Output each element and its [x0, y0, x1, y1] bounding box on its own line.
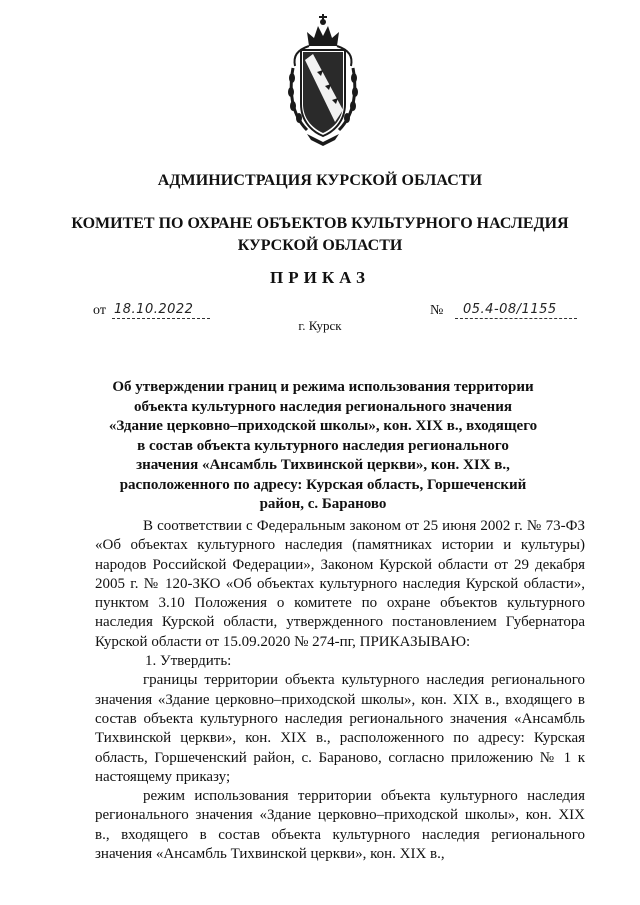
order-number: 05.4-08/1155	[463, 302, 557, 317]
number-label: №	[430, 303, 444, 318]
preamble-paragraph: В соответствии с Федеральным законом от 25 июня 2002 г. № 73-ФЗ «Об объектах культурного наследия (памятниках истории и культуры) народов Российской Федерации», Законом Курской области от 29 декабря 2005 г. № 120-ЗКО «Об объектах культурного наследия Курской области», пунктом 3.10 Положения о комитете по охране объектов культурного наследия Курской области, утвержденного постановлением Губернатора Курской области от 15.09.2020 № 274-пг, ПРИКАЗЫВАЮ:	[95, 518, 585, 650]
committee-title-line-1: КОМИТЕТ ПО ОХРАНЕ ОБЪЕКТОВ КУЛЬТУРНОГО НАСЛЕДИЯ	[71, 215, 569, 232]
order-date: 18.10.2022	[114, 302, 194, 317]
order-subject: Об утверждении границ и режима использования территории объекта культурного наследия регионального значения «Здание церковно–приходской школы», кон. XIX в., входящего в состав объекта культурного наследия регионального значения «Ансамбль Тихвинской церкви», кон. XIX в., расположенного по адресу: Курская область, Горшеченский район, с. Бараново	[108, 379, 538, 512]
document-type: ПРИКАЗ	[270, 268, 370, 287]
boundaries-paragraph: границы территории объекта культурного наследия регионального значения «Здание церковно–приходской школы», кон. XIX в., входящего в состав объекта культурного наследия регионального значения «Ансамбль Тихвинской церкви», кон. XIX в., расположенного по адресу: Курская область, Горшеченский район, с. Бараново, согласно приложению № 1 к настоящему приказу;	[95, 672, 585, 785]
administration-title: АДМИНИСТРАЦИЯ КУРСКОЙ ОБЛАСТИ	[157, 172, 483, 189]
regime-paragraph: режим использования территории объекта культурного наследия регионального значения «Здание церковно–приходской школы», кон. XIX в., входящего в состав объекта культурного наследия регионального значения «Ансамбль Тихвинской церкви», кон. XIX в.,	[95, 788, 585, 863]
coat-of-arms-icon	[287, 10, 359, 160]
order-body	[95, 517, 585, 864]
city-name: г. Курск	[298, 318, 342, 333]
item-1-paragraph: 1. Утвердить:	[145, 653, 232, 670]
committee-title	[0, 213, 640, 257]
date-label: от	[93, 303, 106, 318]
committee-title-line-2: КУРСКОЙ ОБЛАСТИ	[237, 237, 403, 254]
